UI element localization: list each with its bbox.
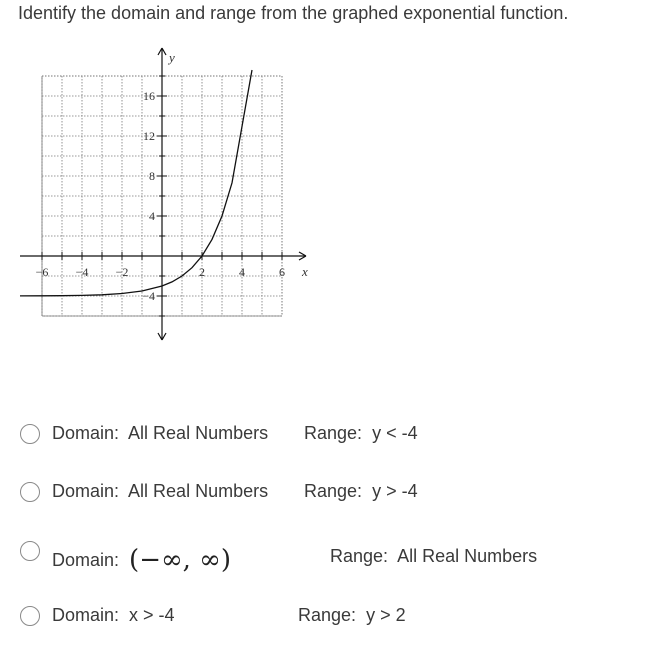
question-text: Identify the domain and range from the graphed exponential function. [18, 3, 569, 23]
option-2-domain: Domain: All Real Numbers [52, 481, 269, 501]
option-4-range: Range: y > 2 [298, 605, 406, 625]
option-1-range: Range: y < -4 [304, 423, 418, 443]
radio-button-1[interactable] [20, 424, 40, 444]
x-tick-label: −4 [75, 265, 89, 279]
option-3-domain: Domain: (−∞, ∞) [52, 545, 231, 575]
y-tick-label: 12 [143, 129, 155, 143]
exponential-graph [0, 0, 330, 350]
y-tick-label: 8 [149, 169, 155, 183]
option-4-domain: Domain: x > -4 [52, 605, 175, 625]
x-tick-label: 4 [239, 265, 245, 279]
answer-option-2[interactable] [20, 480, 620, 506]
radio-button-2[interactable] [20, 482, 40, 502]
interval-notation: (−∞, ∞) [129, 545, 231, 575]
radio-button-3[interactable] [20, 541, 40, 561]
y-tick-label: −4 [142, 289, 155, 303]
radio-button-4[interactable] [20, 606, 40, 626]
y-tick-label: 16 [143, 89, 155, 103]
x-tick-label: −2 [115, 265, 129, 279]
y-tick-label: 4 [149, 209, 155, 223]
x-axis-label: x [302, 264, 308, 279]
option-2-range: Range: y > -4 [304, 481, 418, 501]
option-1-domain: Domain: All Real Numbers [52, 423, 269, 443]
exponential-curve [20, 70, 252, 296]
x-tick-label: −6 [35, 265, 49, 279]
graph-tick-labels [36, 50, 308, 303]
y-axis-label: y [169, 50, 175, 65]
answer-option-4[interactable] [20, 604, 620, 630]
answer-option-1[interactable] [20, 422, 620, 448]
answer-option-3[interactable] [20, 539, 620, 575]
x-tick-label: 6 [279, 265, 285, 279]
x-tick-label: 2 [199, 265, 205, 279]
option-3-range: Range: All Real Numbers [330, 546, 538, 566]
